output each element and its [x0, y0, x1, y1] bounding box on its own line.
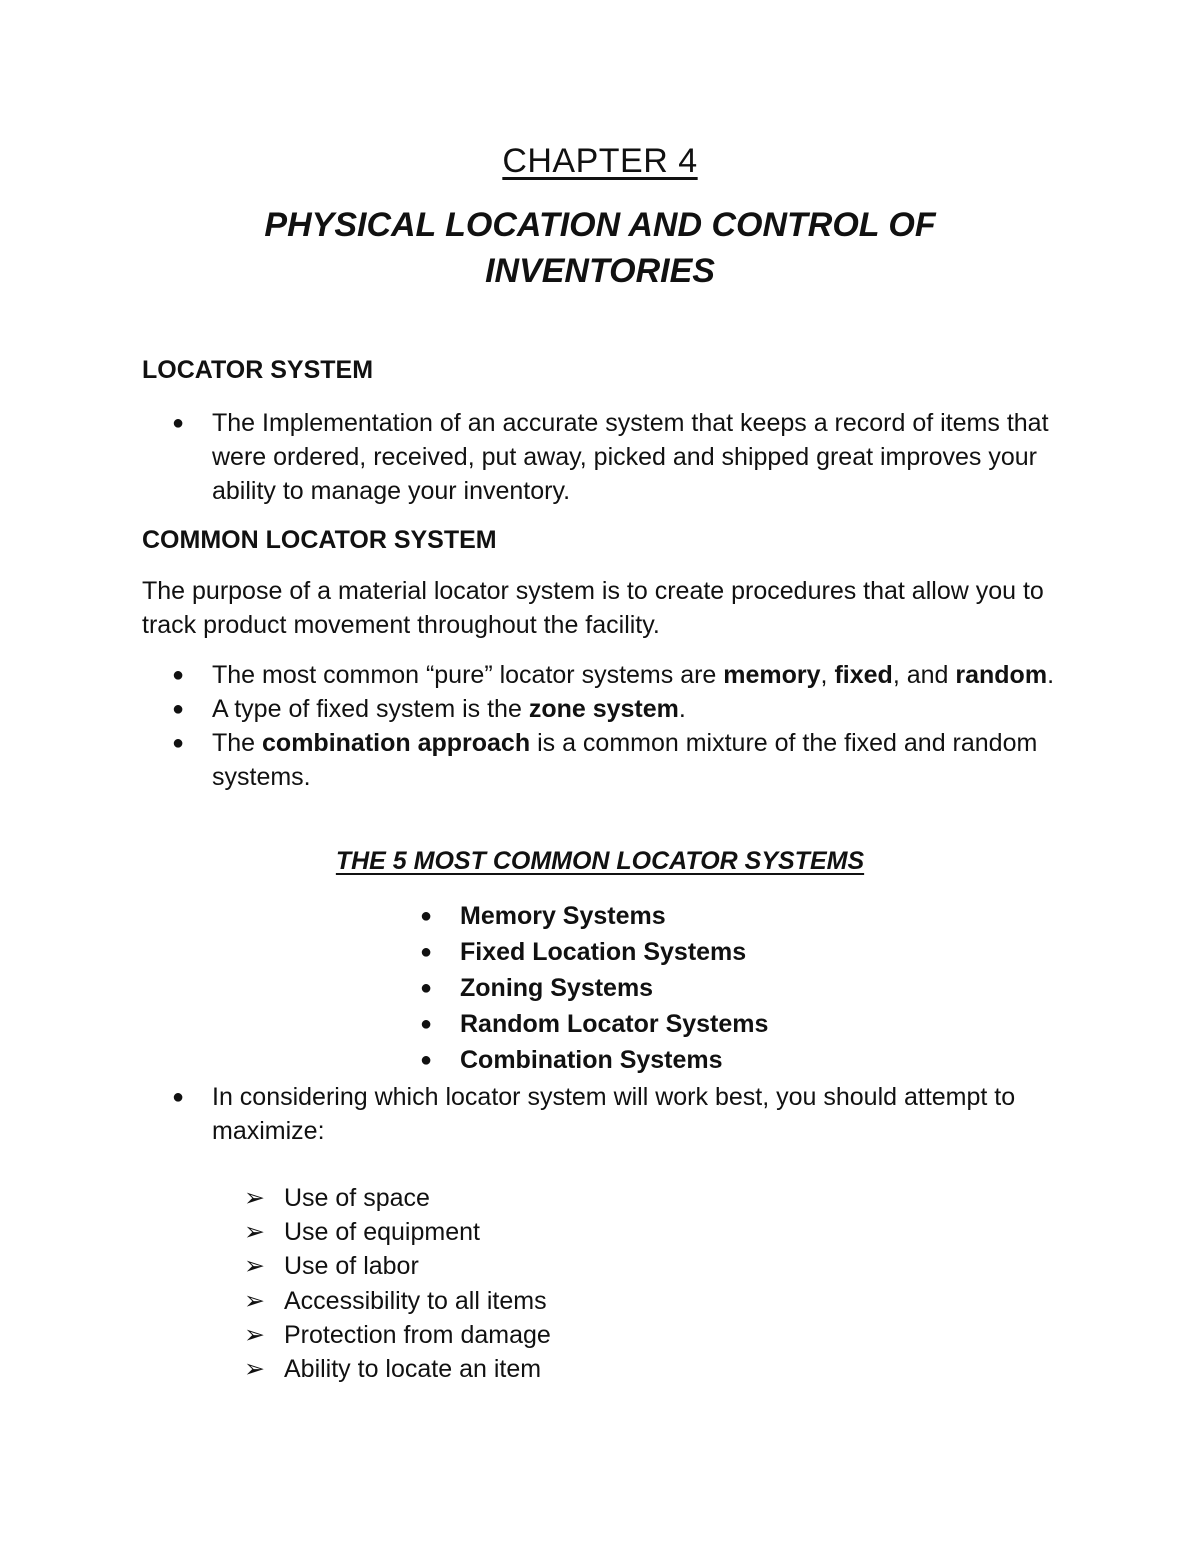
maximize-item: Use of equipment: [284, 1218, 480, 1247]
bullet-lead-text: The: [212, 729, 263, 757]
list-item: [244, 1318, 551, 1352]
system-name: Random Locator Systems: [460, 1010, 769, 1038]
locator-system-list: [142, 406, 1082, 508]
list-item: [244, 1181, 551, 1215]
arrow-bullet-icon: ➢: [244, 1184, 265, 1212]
list-item: [244, 1215, 551, 1249]
maximize-list: [244, 1181, 551, 1386]
chapter-title: CHAPTER 4: [502, 142, 698, 180]
list-item: [142, 1080, 1082, 1148]
bullet-icon: ●: [420, 941, 433, 963]
bold-term-memory: memory: [723, 661, 821, 689]
list-item: [244, 1284, 551, 1318]
list-item: [244, 1249, 551, 1283]
common-locator-list: [142, 658, 1082, 794]
list-item: [142, 406, 1082, 508]
arrow-bullet-icon: ➢: [244, 1252, 265, 1281]
bold-term-combination: combination approach: [262, 729, 531, 757]
list-item: [388, 898, 768, 934]
system-name: Memory Systems: [460, 902, 666, 930]
maximize-item: Accessibility to all items: [284, 1286, 547, 1315]
considering-text: In considering which locator system will work best, you should attempt to maximize:: [212, 1083, 1016, 1145]
maximize-item: Protection from damage: [284, 1320, 551, 1349]
bullet-text: .: [1047, 661, 1055, 689]
chapter-subtitle-line2: INVENTORIES: [485, 252, 715, 290]
bullet-icon: ●: [172, 732, 185, 754]
chapter-subtitle-line1: PHYSICAL LOCATION AND CONTROL OF: [264, 206, 936, 244]
bullet-icon: ●: [420, 905, 433, 927]
five-systems-heading: THE 5 MOST COMMON LOCATOR SYSTEMS: [335, 847, 865, 875]
bullet-lead-text: The most common “pure” locator systems are: [212, 661, 724, 689]
list-item: [142, 726, 1082, 794]
common-locator-heading: COMMON LOCATOR SYSTEM: [142, 526, 497, 554]
bullet-text: ,: [820, 661, 835, 689]
bold-term-zone-system: zone system: [528, 695, 679, 723]
list-item: [388, 970, 768, 1006]
bullet-icon: ●: [420, 1049, 433, 1071]
system-name: Fixed Location Systems: [460, 938, 747, 966]
bold-term-random: random: [955, 661, 1048, 689]
bullet-text: , and: [892, 661, 956, 689]
bullet-text: is a common mixture of the fixed and random systems.: [212, 729, 1038, 791]
list-item: [388, 1006, 768, 1042]
locator-system-bullet-text: The Implementation of an accurate system that keeps a record of items that were ordered, received, put away, picked and shipped great improves your ability to manage your inventory.: [212, 409, 1049, 505]
list-item: [142, 692, 1082, 726]
maximize-item: Use of labor: [284, 1252, 419, 1281]
locator-system-heading: LOCATOR SYSTEM: [142, 356, 374, 384]
list-item: [142, 658, 1082, 692]
system-name: Combination Systems: [460, 1046, 723, 1074]
bullet-icon: ●: [172, 412, 185, 434]
list-item: [244, 1352, 551, 1386]
bold-term-fixed: fixed: [834, 661, 893, 689]
list-item: [388, 934, 768, 970]
bullet-icon: ●: [420, 977, 433, 999]
common-locator-paragraph: The purpose of a material locator system is to create procedures that allow you to track product movement throughout the facility.: [142, 577, 1044, 639]
arrow-bullet-icon: ➢: [244, 1320, 265, 1349]
bullet-icon: ●: [172, 698, 185, 720]
considering-list: [142, 1080, 1082, 1148]
bullet-icon: ●: [172, 1086, 185, 1108]
bullet-text: .: [678, 695, 686, 723]
list-item: [388, 1042, 768, 1078]
arrow-bullet-icon: ➢: [244, 1355, 265, 1384]
bullet-lead-text: A type of fixed system is the: [212, 695, 529, 723]
bullet-icon: ●: [172, 664, 185, 686]
maximize-item: Ability to locate an item: [284, 1355, 542, 1384]
chapter-subtitle: [0, 202, 1200, 294]
maximize-item: Use of space: [284, 1184, 430, 1212]
system-name: Zoning Systems: [460, 974, 654, 1002]
arrow-bullet-icon: ➢: [244, 1218, 265, 1247]
five-systems-list: [388, 898, 768, 1078]
bullet-icon: ●: [420, 1013, 433, 1035]
arrow-bullet-icon: ➢: [244, 1286, 265, 1315]
